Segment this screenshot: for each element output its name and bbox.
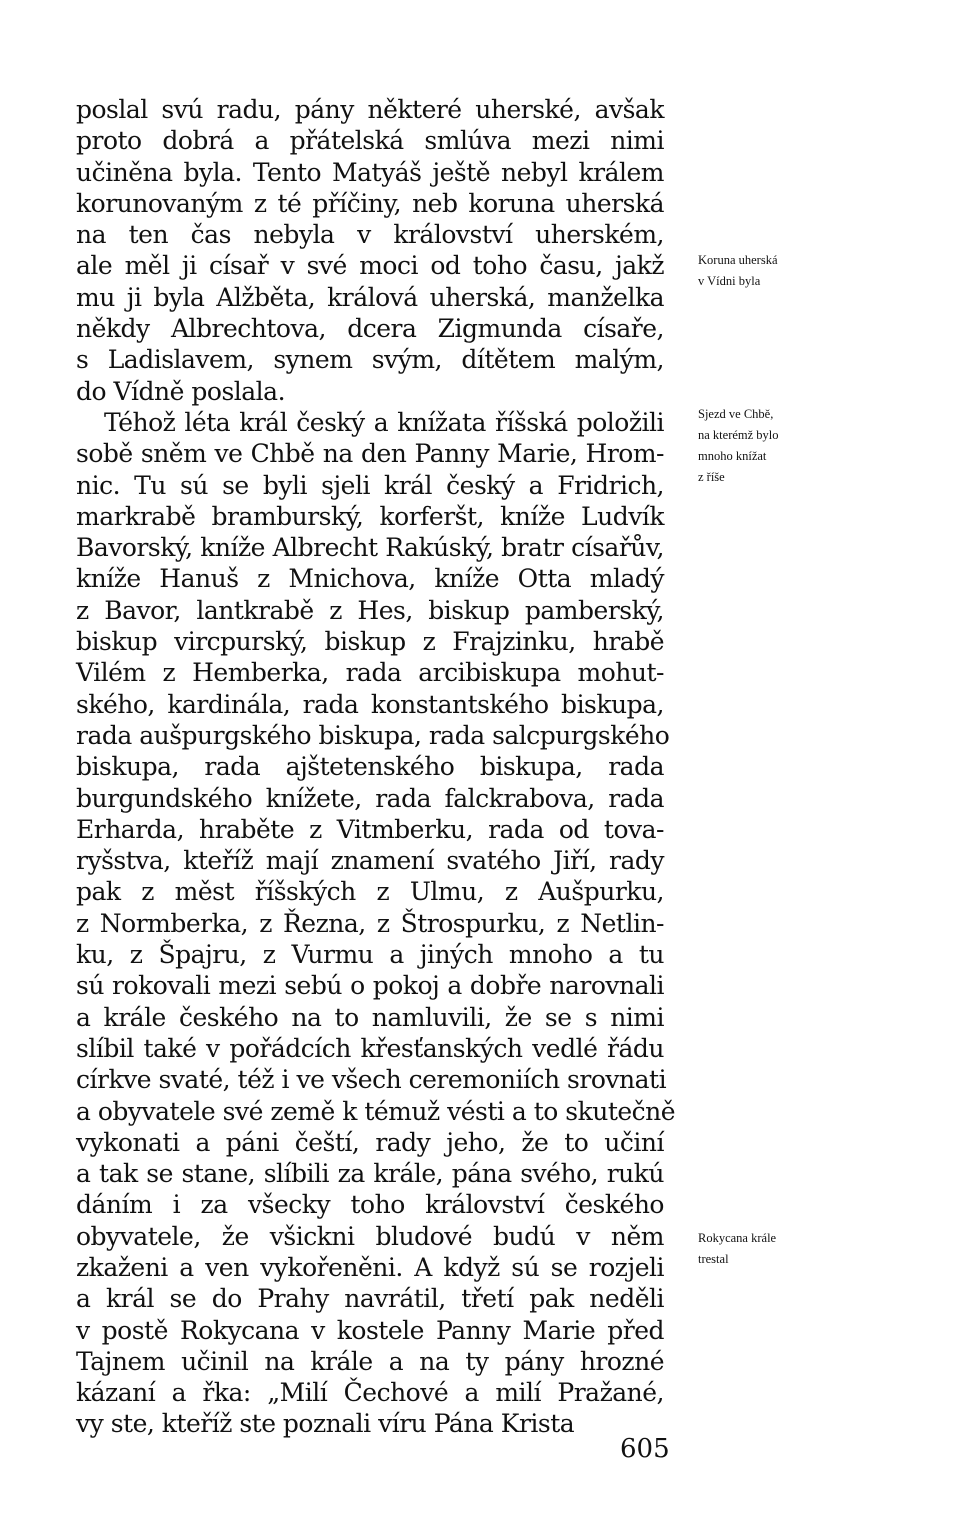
text-line: proto dobrá a přátelská smlúva mezi nimi	[76, 126, 664, 156]
text-line: ryšstva, kteříž mají znamení svatého Jiří, rady	[76, 846, 664, 876]
text-line: v postě Rokycana v kostele Panny Marie před	[76, 1315, 664, 1345]
text-line: a krále českého na to namluvili, že se s nimi	[76, 1002, 664, 1032]
text-line: korunovaným z té příčiny, neb koruna uherská	[76, 188, 664, 218]
margin-note-line: na kterémž bylo	[698, 428, 779, 442]
text-line: slíbil také v pořádcích křesťanských vedlé řádu	[76, 1033, 664, 1063]
margin-note-koruna	[698, 250, 848, 292]
text-line: ku, z Špajru, z Vurmu a jiných mnoho a tu	[76, 940, 664, 970]
text-line: markrabě bramburský, korferšt, kníže Ludvík	[76, 501, 664, 531]
text-line: z Normberka, z Řezna, z Štrospurku, z Netlin-	[76, 908, 664, 938]
text-line: a obyvatele své země k témuž vésti a to skutečně	[76, 1096, 676, 1126]
main-text-column	[76, 94, 676, 1440]
text-line: Bavorský, kníže Albrecht Rakúský, bratr císařův,	[76, 533, 664, 563]
margin-note-rokycana	[698, 1228, 848, 1270]
text-line: dáním i za všecky toho království českého	[76, 1190, 664, 1220]
text-line: církve svaté, též i ve všech ceremoniích srovnati	[76, 1065, 667, 1095]
text-line: nic. Tu sú se byli sjeli král český a Fridrich,	[76, 470, 664, 500]
text-line: zkaženi a ven vykořeněni. A když sú se rozjeli	[76, 1252, 664, 1282]
text-line: do Vídně poslala.	[76, 376, 286, 406]
text-line: vykonati a páni čeští, rady jeho, že to učiní	[76, 1127, 664, 1157]
text-line: Erharda, hraběte z Vitmberku, rada od tova-	[76, 814, 664, 844]
text-line: vy ste, kteříž ste poznali víru Pána Krista	[76, 1409, 575, 1439]
page-number: 605	[620, 1434, 670, 1464]
text-line: sobě sněm ve Chbě na den Panny Marie, Hrom-	[76, 439, 664, 469]
text-line: a tak se stane, slíbili za krále, pána svého, rukú	[76, 1159, 664, 1189]
margin-note-line: mnoho knížat	[698, 449, 767, 463]
text-line: s Ladislavem, synem svým, dítětem malým,	[76, 345, 664, 375]
margin-note-line: Koruna uherská	[698, 253, 778, 267]
text-line: biskupa, rada ajštetenského biskupa, rada	[76, 752, 664, 782]
margin-note-line: Rokycana krále	[698, 1231, 777, 1245]
text-line: poslal svú radu, pány některé uherské, avšak	[76, 95, 664, 124]
margin-note-line: trestal	[698, 1252, 729, 1266]
text-line: někdy Albrechtova, dcera Zigmunda císaře,	[76, 314, 664, 344]
text-line: sú rokovali mezi sebú o pokoj a dobře narovnali	[76, 971, 664, 1001]
text-line: a král se do Prahy navrátil, třetí pak neděli	[76, 1284, 664, 1314]
margin-note-line: v Vídni byla	[698, 274, 761, 288]
text-line: ale měl ji císař v své moci od toho času, jakž	[76, 251, 664, 281]
margin-note-sjezd	[698, 404, 848, 488]
text-line: Téhož léta král český a knížata říšská položili	[104, 407, 664, 437]
text-line: Tajnem učinil na krále a na ty pány hrozné	[76, 1346, 664, 1376]
text-line: učiněna byla. Tento Matyáš ještě nebyl králem	[76, 157, 664, 187]
text-line: rada aušpurgského biskupa, rada salcpurgského	[76, 720, 670, 750]
text-line: obyvatele, že všickni bludové budú v něm	[76, 1221, 664, 1251]
text-line: ského, kardinála, rada konstantského biskupa,	[76, 689, 664, 719]
text-line: z Bavor, lantkrabě z Hes, biskup pamberský,	[76, 595, 664, 625]
text-line: Vilém z Hemberka, rada arcibiskupa mohut-	[76, 658, 664, 688]
margin-note-line: z říše	[698, 470, 725, 484]
text-line: mu ji byla Alžběta, králová uherská, manželka	[76, 282, 664, 312]
margin-note-line: Sjezd ve Chbě,	[698, 407, 774, 421]
text-line: kníže Hanuš z Mnichova, kníže Otta mladý	[76, 564, 664, 594]
text-line: pak z měst říšských z Ulmu, z Aušpurku,	[76, 877, 664, 907]
text-line: kázaní a řka: „Milí Čechové a milí Pražané,	[76, 1378, 664, 1408]
text-line: biskup vircpurský, biskup z Frajzinku, hrabě	[76, 627, 664, 657]
text-line: burgundského knížete, rada falckrabova, rada	[76, 783, 664, 813]
text-line: na ten čas nebyla v království uherském,	[76, 220, 664, 250]
